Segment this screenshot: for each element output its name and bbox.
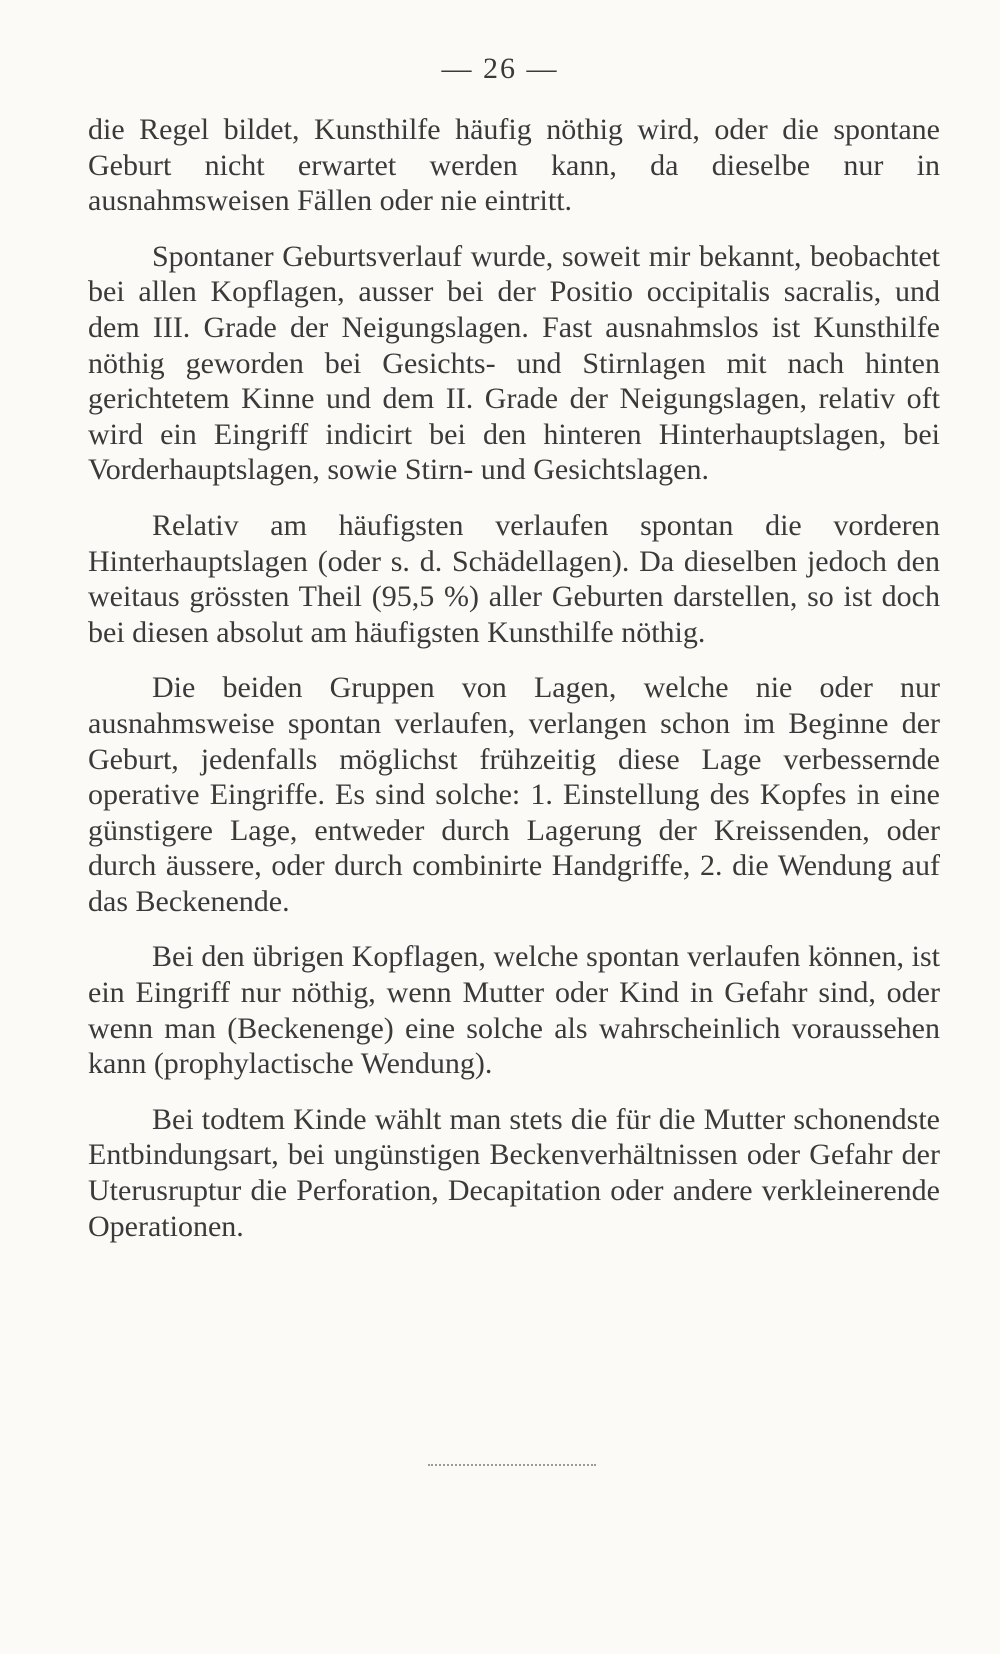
page-number: — 26 — [441, 52, 559, 85]
paragraph-occipital-positions: Relativ am häufigsten verlaufen spontan die vorderen Hinterhauptslagen (oder s. d. Schädellagen). Da dieselben jedoch den weitaus grössten Theil (95,5 %) aller Geburten darstellen, so ist doch bei diesen absolut am häufigsten Kunsthilfe nöthig. [88, 508, 940, 649]
paragraph-spontaneous-birth: Spontaner Geburtsverlauf wurde, soweit mir bekannt, beobachtet bei allen Kopflagen, ausser bei der Positio occipitalis sacralis, und dem III. Grade der Neigungslagen. Fast ausnahmslos ist Kunsthilfe nöthig geworden bei Gesichts- und Stirnlagen mit nach hinten gerichtetem Kinne und dem II. Grade der Neigungslagen, relativ oft wird ein Eingriff indicirt bei den hinteren Hinterhauptslagen, bei Vorderhauptslagen, sowie Stirn- und Gesichtslagen. [88, 239, 940, 487]
paragraph-other-head-positions: Bei den übrigen Kopflagen, welche spontan verlaufen können, ist ein Eingriff nur nöthig, wenn Mutter oder Kind in Gefahr sind, oder wenn man (Beckenenge) eine solche als wahrscheinlich voraussehen kann (prophylactische Wendung). [88, 940, 940, 1081]
paragraph-operative-interventions: Die beiden Gruppen von Lagen, welche nie oder nur ausnahmsweise spontan verlaufen, verlangen schon im Beginne der Geburt, jedenfalls möglichst frühzeitig diese Lage verbessernde operative Eingriffe. Es sind solche: 1. Einstellung des Kopfes in eine günstigere Lage, entweder durch Lagerung der Kreissenden, oder durch äussere, oder durch combinirte Handgriffe, 2. die Wendung auf das Beckenende. [88, 671, 940, 918]
paragraph-continuation: die Regel bildet, Kunsthilfe häufig nöthig wird, oder die spontane Geburt nicht erwartet werden kann, da dieselbe nur in ausnahmsweisen Fällen oder nie eintritt. [88, 113, 940, 218]
paragraph-dead-child: Bei todtem Kinde wählt man stets die für die Mutter schonendste Entbindungsart, bei ungünstigen Beckenverhältnissen oder Gefahr der Uterusruptur die Perforation, Decapitation oder andere verkleinerende Operationen. [88, 1102, 940, 1243]
end-divider [428, 1464, 596, 1466]
body-text [88, 112, 940, 1264]
